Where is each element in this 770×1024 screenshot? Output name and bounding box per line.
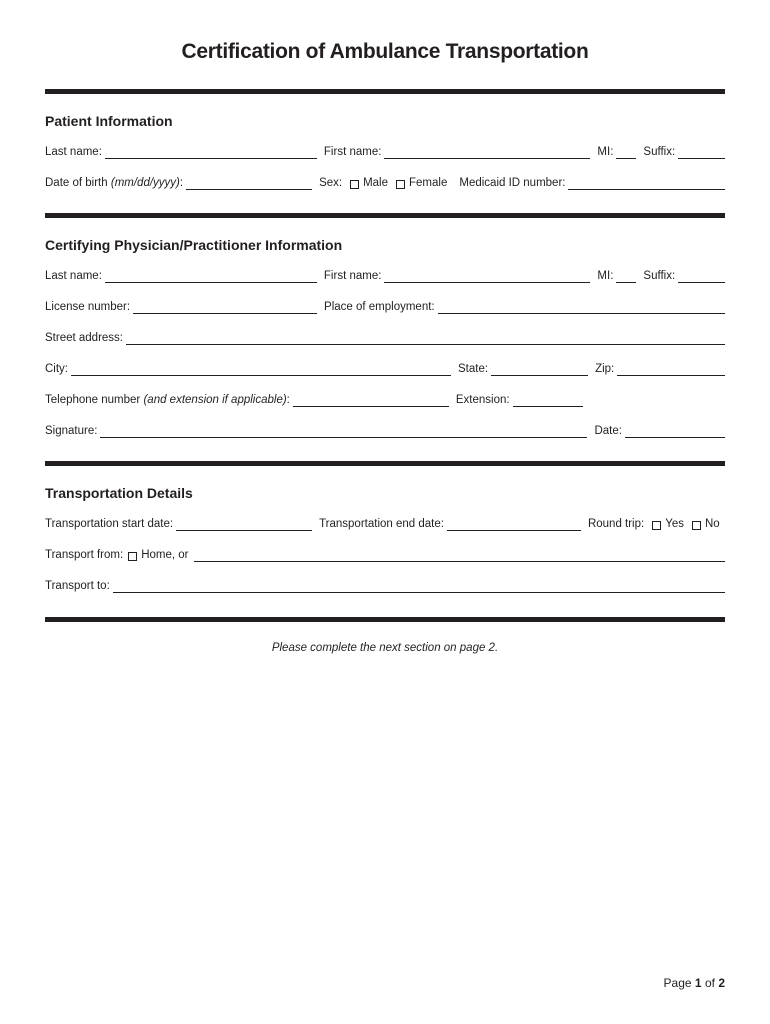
patient-details-row: [45, 174, 725, 190]
sex-male-label: Male: [363, 177, 389, 189]
transport-start-date-label: Transportation start date:: [45, 518, 174, 530]
signature-field[interactable]: [100, 424, 587, 438]
patient-last-name-field[interactable]: [105, 145, 317, 159]
patient-dob-field[interactable]: [186, 176, 312, 190]
transport-end-date-field[interactable]: [447, 517, 581, 531]
patient-suffix-label: Suffix:: [643, 146, 676, 158]
patient-section-heading: Patient Information: [45, 113, 173, 129]
medicaid-id-label: Medicaid ID number:: [459, 177, 566, 189]
patient-suffix-field[interactable]: [678, 145, 725, 159]
transport-from-home-label: Home, or: [141, 549, 189, 561]
transport-to-row: [45, 577, 725, 593]
transport-from-row: [45, 546, 725, 562]
sex-female-label: Female: [409, 177, 448, 189]
round-trip-no-label: No: [704, 518, 720, 530]
round-trip-label: Round trip:: [587, 518, 645, 530]
physician-mi-field[interactable]: [616, 269, 636, 283]
transport-start-date-field[interactable]: [176, 517, 312, 531]
physician-license-row: [45, 298, 725, 314]
signature-date-label: Date:: [594, 425, 622, 437]
extension-field[interactable]: [513, 393, 583, 407]
transport-section-heading: Transportation Details: [45, 485, 193, 501]
city-field[interactable]: [71, 362, 451, 376]
form-title: Certification of Ambulance Transportation: [181, 40, 589, 63]
transport-to-field[interactable]: [113, 579, 725, 593]
street-address-label: Street address:: [45, 332, 123, 344]
patient-mi-field[interactable]: [616, 145, 636, 159]
patient-last-name-label: Last name:: [45, 146, 102, 158]
transport-from-home-checkbox[interactable]: [128, 552, 137, 561]
section-divider: [45, 213, 725, 218]
physician-suffix-label: Suffix:: [643, 270, 676, 282]
section-divider: [45, 89, 725, 94]
physician-last-name-label: Last name:: [45, 270, 102, 282]
transport-end-date-label: Transportation end date:: [319, 518, 444, 530]
extension-label: Extension:: [455, 394, 510, 406]
transport-from-field[interactable]: [194, 548, 725, 562]
zip-field[interactable]: [617, 362, 725, 376]
state-label: State:: [458, 363, 489, 375]
patient-first-name-label: First name:: [323, 146, 382, 158]
section-divider: [45, 461, 725, 466]
patient-mi-label: MI:: [597, 146, 614, 158]
city-label: City:: [45, 363, 68, 375]
physician-first-name-field[interactable]: [384, 269, 590, 283]
physician-suffix-field[interactable]: [678, 269, 725, 283]
next-page-note: Please complete the next section on page 2.: [271, 642, 499, 654]
physician-signature-row: [45, 422, 725, 438]
street-address-field[interactable]: [126, 331, 725, 345]
sex-male-checkbox[interactable]: [350, 180, 359, 189]
telephone-label: Telephone number (and extension if applicable):: [45, 394, 290, 406]
state-field[interactable]: [491, 362, 588, 376]
physician-name-row: [45, 267, 725, 283]
physician-section-heading: Certifying Physician/Practitioner Information: [45, 237, 343, 253]
transport-dates-row: [45, 515, 725, 531]
section-divider: [45, 617, 725, 622]
license-number-label: License number:: [45, 301, 131, 313]
physician-street-row: [45, 329, 725, 345]
place-of-employment-label: Place of employment:: [324, 301, 435, 313]
medicaid-id-field[interactable]: [568, 176, 725, 190]
physician-city-row: [45, 360, 725, 376]
sex-female-checkbox[interactable]: [396, 180, 405, 189]
physician-telephone-row: [45, 391, 725, 407]
patient-name-row: [45, 143, 725, 159]
transport-from-label: Transport from:: [45, 549, 124, 561]
signature-label: Signature:: [45, 425, 98, 437]
round-trip-yes-checkbox[interactable]: [652, 521, 661, 530]
zip-label: Zip:: [595, 363, 615, 375]
license-number-field[interactable]: [133, 300, 317, 314]
page-number: Page 1 of 2: [663, 976, 725, 990]
patient-sex-label: Sex:: [319, 177, 343, 189]
patient-dob-label: Date of birth (mm/dd/yyyy):: [45, 177, 184, 189]
physician-first-name-label: First name:: [323, 270, 382, 282]
place-of-employment-field[interactable]: [438, 300, 725, 314]
physician-last-name-field[interactable]: [105, 269, 317, 283]
telephone-field[interactable]: [293, 393, 449, 407]
round-trip-yes-label: Yes: [665, 518, 684, 530]
transport-to-label: Transport to:: [45, 580, 110, 592]
signature-date-field[interactable]: [625, 424, 725, 438]
patient-first-name-field[interactable]: [384, 145, 590, 159]
physician-mi-label: MI:: [597, 270, 614, 282]
round-trip-no-checkbox[interactable]: [692, 521, 701, 530]
